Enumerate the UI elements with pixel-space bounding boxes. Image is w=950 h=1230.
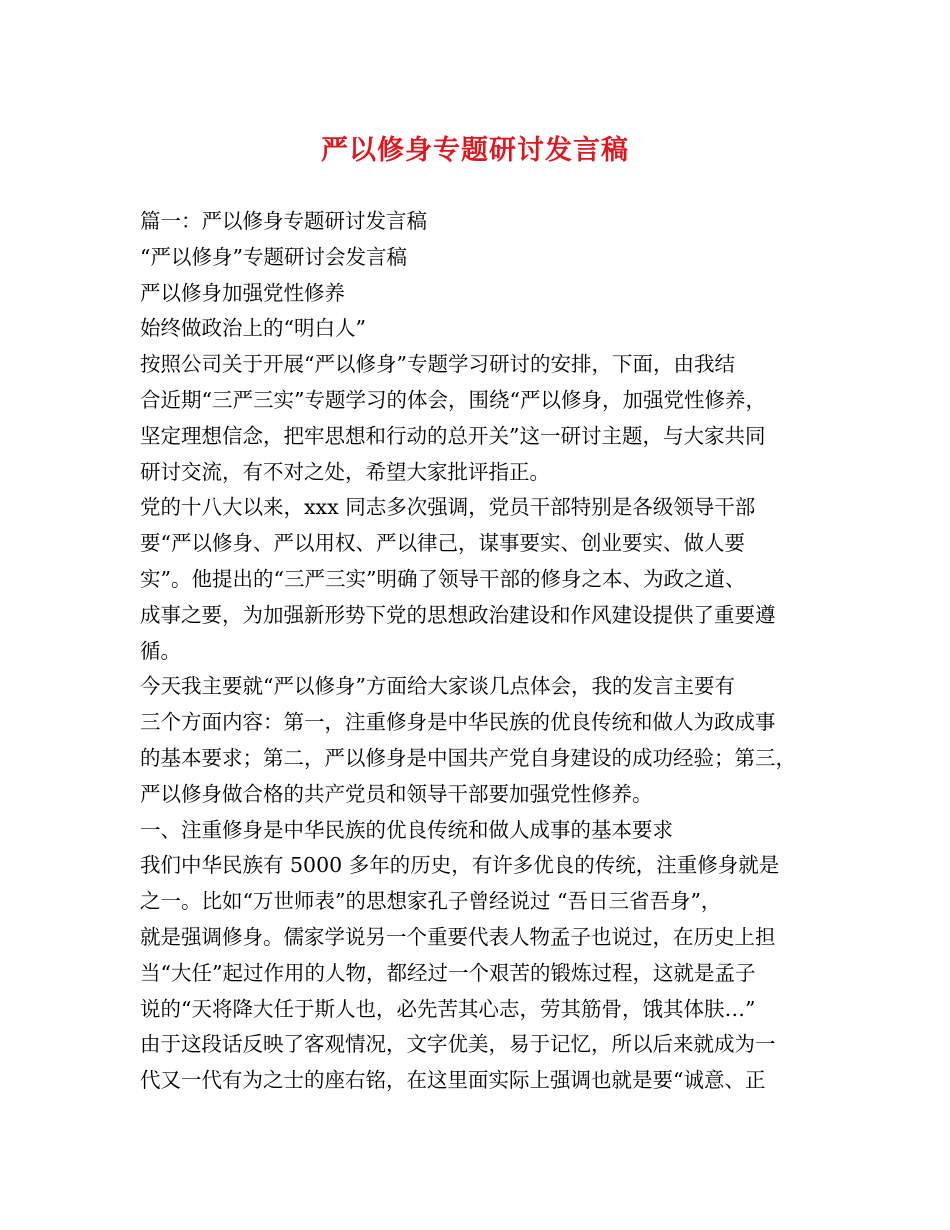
text-line: 党的十八大以来，xxx 同志多次强调，党员干部特别是各级领导干部 bbox=[140, 495, 756, 520]
text-line: 严以修身做合格的共产党员和领导干部要加强党性修养。 bbox=[140, 781, 653, 806]
text-line: 坚定理想信念，把牢思想和行动的总开关”这一研讨主题，与大家共同 bbox=[140, 423, 766, 448]
text-line: 今天我主要就“严以修身”方面给大家谈几点体会，我的发言主要有 bbox=[140, 674, 735, 699]
document-body bbox=[140, 204, 820, 1099]
document-title: 严以修身专题研讨发言稿 bbox=[321, 135, 629, 166]
text-line: 说的“天将降大任于斯人也，必先苦其心志，劳其筋骨，饿其体肤…” bbox=[140, 996, 756, 1021]
text-line: 成事之要，为加强新形势下党的思想政治建设和作风建设提供了重要遵 bbox=[140, 602, 776, 627]
text-line: 三个方面内容：第一，注重修身是中华民族的优良传统和做人为政成事 bbox=[140, 710, 776, 735]
text-line: 合近期“三严三实”专题学习的体会，围绕“严以修身，加强党性修养， bbox=[140, 387, 766, 412]
section-heading: 一、注重修身是中华民族的优良传统和做人成事的基本要求 bbox=[140, 817, 673, 842]
text-line: 始终做政治上的“明白人” bbox=[140, 316, 366, 341]
text-line: 之一。比如“万世师表”的思想家孔子曾经说过 “吾日三省吾身”， bbox=[140, 889, 722, 914]
text-line: 严以修身加强党性修养 bbox=[140, 280, 345, 305]
text-line: 我们中华民族有 5000 多年的历史，有许多优良的传统，注重修身就是 bbox=[140, 853, 780, 878]
text-line: 研讨交流，有不对之处，希望大家批评指正。 bbox=[140, 459, 550, 484]
text-line: 当“大任”起过作用的人物，都经过一个艰苦的锻炼过程，这就是孟子 bbox=[140, 960, 756, 985]
text-line: 篇一：严以修身专题研讨发言稿 bbox=[140, 209, 427, 233]
text-line: 循。 bbox=[140, 638, 181, 663]
text-line: 要“严以修身、严以用权、严以律己，谋事要实、创业要实、做人要 bbox=[140, 531, 745, 556]
text-line: 就是强调修身。儒家学说另一个重要代表人物孟子也说过，在历史上担 bbox=[140, 924, 776, 949]
text-line: 实”。他提出的“三严三实”明确了领导干部的修身之本、为政之道、 bbox=[140, 566, 746, 591]
text-line: 按照公司关于开展“严以修身”专题学习研讨的安排，下面，由我结 bbox=[140, 352, 735, 377]
text-line: 由于这段话反映了客观情况，文字优美，易于记忆，所以后来就成为一 bbox=[140, 1032, 776, 1057]
text-line: “严以修身”专题研讨会发言稿 bbox=[140, 244, 407, 269]
text-line: 的基本要求；第二，严以修身是中国共产党自身建设的成功经验；第三， bbox=[140, 745, 796, 770]
text-line: 代又一代有为之士的座右铭，在这里面实际上强调也就是要“诚意、正 bbox=[140, 1068, 766, 1093]
